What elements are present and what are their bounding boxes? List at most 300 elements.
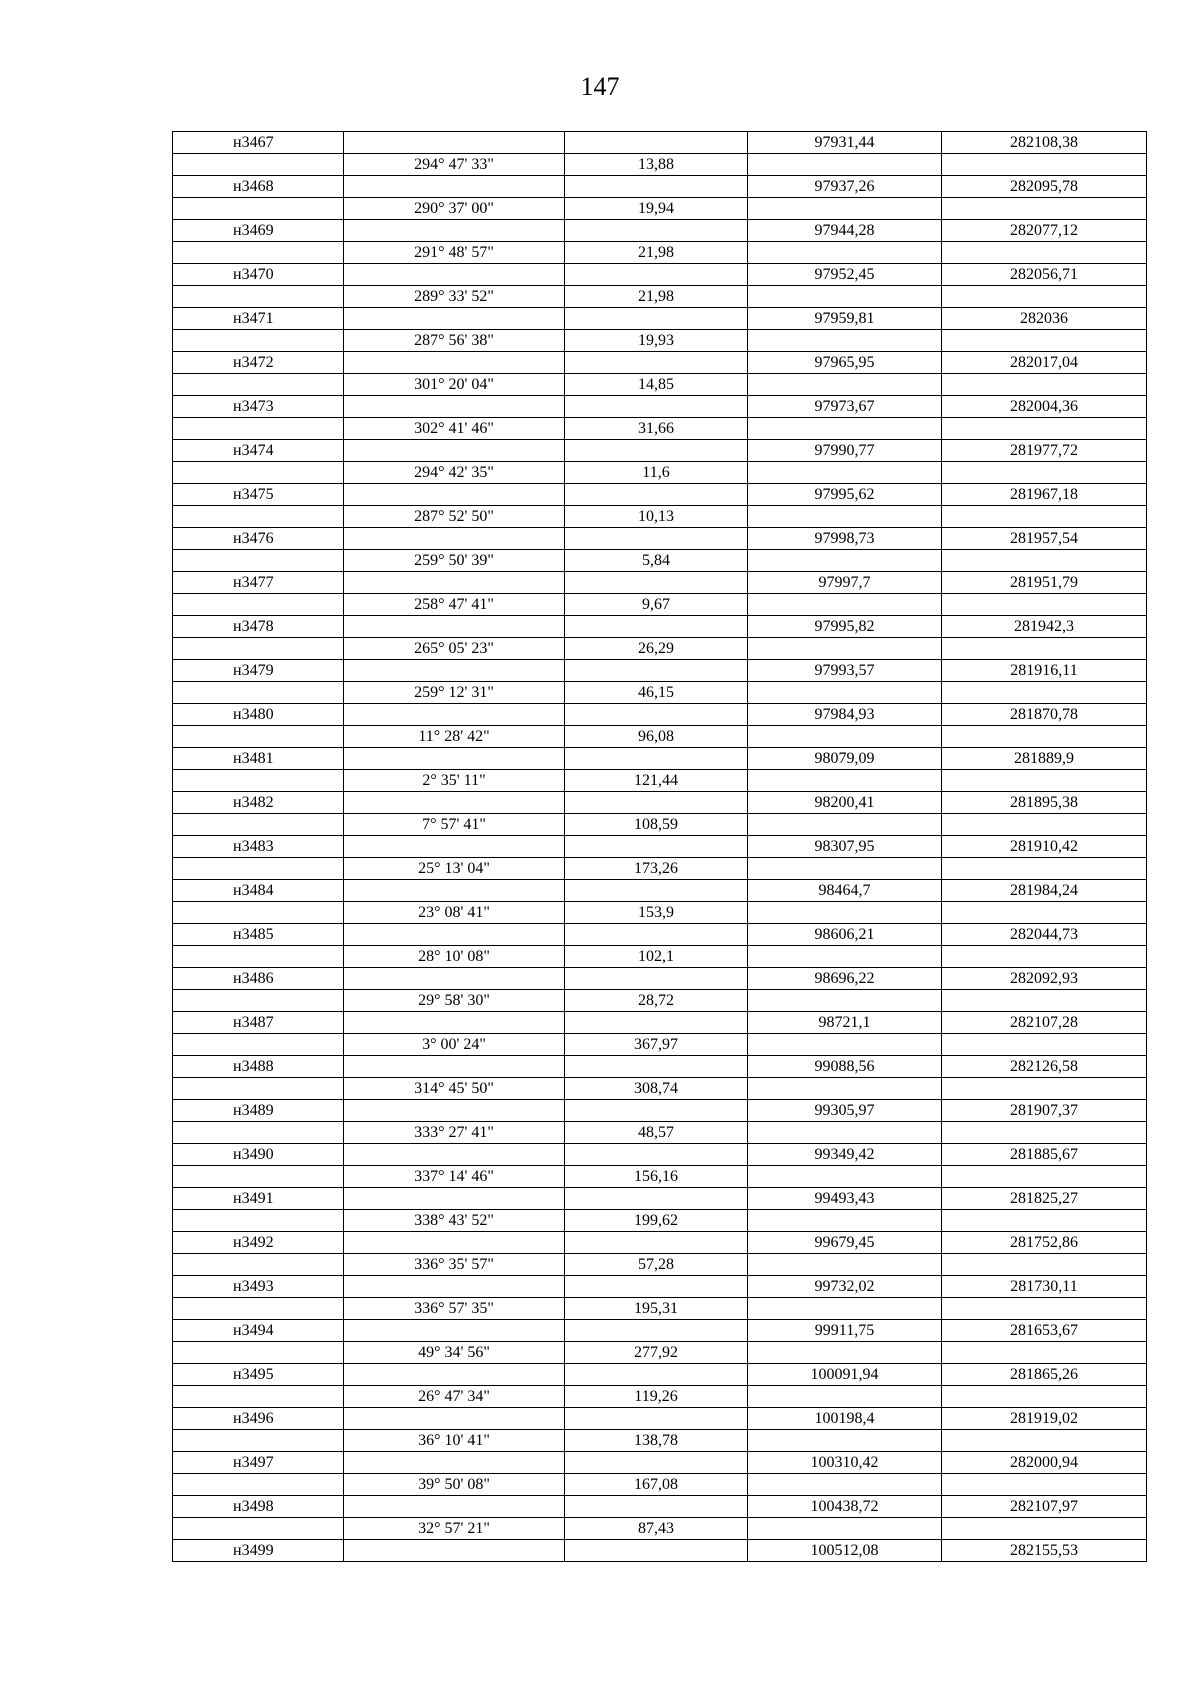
point-name-cell <box>173 374 344 396</box>
segment-row <box>173 286 1147 308</box>
x-coordinate-cell <box>748 902 942 924</box>
segment-row <box>173 1034 1147 1056</box>
length-cell: 11,6 <box>565 462 748 484</box>
angle-cell: 314° 45' 50" <box>344 1078 565 1100</box>
page-number: 147 <box>580 72 620 101</box>
point-name-cell <box>173 682 344 704</box>
length-cell: 102,1 <box>565 946 748 968</box>
length-cell: 26,29 <box>565 638 748 660</box>
point-row <box>173 1320 1147 1342</box>
point-name-cell <box>173 1342 344 1364</box>
length-cell: 21,98 <box>565 242 748 264</box>
angle-cell: 3° 00' 24" <box>344 1034 565 1056</box>
x-coordinate-cell: 98307,95 <box>748 836 942 858</box>
y-coordinate-cell <box>942 946 1147 968</box>
segment-row <box>173 858 1147 880</box>
x-coordinate-cell <box>748 858 942 880</box>
segment-row <box>173 198 1147 220</box>
x-coordinate-cell: 97965,95 <box>748 352 942 374</box>
segment-row <box>173 550 1147 572</box>
y-coordinate-cell: 281951,79 <box>942 572 1147 594</box>
segment-row <box>173 1386 1147 1408</box>
x-coordinate-cell: 99732,02 <box>748 1276 942 1298</box>
y-coordinate-cell <box>942 682 1147 704</box>
y-coordinate-cell: 281967,18 <box>942 484 1147 506</box>
point-name-cell <box>173 506 344 528</box>
length-cell: 308,74 <box>565 1078 748 1100</box>
point-row <box>173 704 1147 726</box>
x-coordinate-cell: 99911,75 <box>748 1320 942 1342</box>
point-name-cell: н3477 <box>173 572 344 594</box>
y-coordinate-cell: 281730,11 <box>942 1276 1147 1298</box>
y-coordinate-cell: 281889,9 <box>942 748 1147 770</box>
y-coordinate-cell: 281916,11 <box>942 660 1147 682</box>
y-coordinate-cell <box>942 1210 1147 1232</box>
length-cell <box>565 924 748 946</box>
y-coordinate-cell <box>942 374 1147 396</box>
segment-row <box>173 902 1147 924</box>
angle-cell <box>344 748 565 770</box>
y-coordinate-cell <box>942 1386 1147 1408</box>
angle-cell <box>344 352 565 374</box>
x-coordinate-cell: 97990,77 <box>748 440 942 462</box>
y-coordinate-cell: 282126,58 <box>942 1056 1147 1078</box>
angle-cell: 338° 43' 52" <box>344 1210 565 1232</box>
angle-cell: 290° 37' 00" <box>344 198 565 220</box>
point-name-cell <box>173 902 344 924</box>
y-coordinate-cell: 281895,38 <box>942 792 1147 814</box>
y-coordinate-cell <box>942 242 1147 264</box>
y-coordinate-cell <box>942 1430 1147 1452</box>
x-coordinate-cell <box>748 1518 942 1540</box>
x-coordinate-cell: 97944,28 <box>748 220 942 242</box>
angle-cell <box>344 132 565 154</box>
angle-cell <box>344 704 565 726</box>
point-name-cell: н3499 <box>173 1540 344 1562</box>
x-coordinate-cell: 99088,56 <box>748 1056 942 1078</box>
point-name-cell <box>173 550 344 572</box>
point-row <box>173 528 1147 550</box>
point-name-cell: н3474 <box>173 440 344 462</box>
x-coordinate-cell <box>748 506 942 528</box>
y-coordinate-cell <box>942 1122 1147 1144</box>
angle-cell: 26° 47' 34" <box>344 1386 565 1408</box>
length-cell <box>565 1012 748 1034</box>
point-name-cell: н3470 <box>173 264 344 286</box>
length-cell: 21,98 <box>565 286 748 308</box>
x-coordinate-cell <box>748 682 942 704</box>
point-name-cell: н3498 <box>173 1496 344 1518</box>
segment-row <box>173 1254 1147 1276</box>
y-coordinate-cell: 281752,86 <box>942 1232 1147 1254</box>
angle-cell <box>344 1452 565 1474</box>
point-row <box>173 220 1147 242</box>
point-name-cell <box>173 858 344 880</box>
point-name-cell: н3487 <box>173 1012 344 1034</box>
y-coordinate-cell: 282017,04 <box>942 352 1147 374</box>
x-coordinate-cell <box>748 1298 942 1320</box>
y-coordinate-cell <box>942 418 1147 440</box>
x-coordinate-cell: 99305,97 <box>748 1100 942 1122</box>
point-name-cell: н3468 <box>173 176 344 198</box>
x-coordinate-cell <box>748 330 942 352</box>
angle-cell: 301° 20' 04" <box>344 374 565 396</box>
angle-cell: 25° 13' 04" <box>344 858 565 880</box>
y-coordinate-cell <box>942 990 1147 1012</box>
x-coordinate-cell: 98606,21 <box>748 924 942 946</box>
angle-cell <box>344 1144 565 1166</box>
x-coordinate-cell: 100091,94 <box>748 1364 942 1386</box>
segment-row <box>173 726 1147 748</box>
point-name-cell <box>173 726 344 748</box>
length-cell <box>565 176 748 198</box>
point-row <box>173 572 1147 594</box>
length-cell: 14,85 <box>565 374 748 396</box>
x-coordinate-cell <box>748 770 942 792</box>
y-coordinate-cell: 281977,72 <box>942 440 1147 462</box>
length-cell <box>565 968 748 990</box>
point-name-cell: н3497 <box>173 1452 344 1474</box>
point-row <box>173 1144 1147 1166</box>
point-name-cell: н3478 <box>173 616 344 638</box>
angle-cell <box>344 440 565 462</box>
x-coordinate-cell <box>748 1034 942 1056</box>
point-row <box>173 1012 1147 1034</box>
x-coordinate-cell: 99349,42 <box>748 1144 942 1166</box>
length-cell <box>565 396 748 418</box>
length-cell <box>565 1496 748 1518</box>
y-coordinate-cell: 282155,53 <box>942 1540 1147 1562</box>
y-coordinate-cell <box>942 1298 1147 1320</box>
point-name-cell: н3486 <box>173 968 344 990</box>
x-coordinate-cell: 100198,4 <box>748 1408 942 1430</box>
point-name-cell: н3491 <box>173 1188 344 1210</box>
length-cell <box>565 1100 748 1122</box>
angle-cell: 265° 05' 23" <box>344 638 565 660</box>
point-name-cell <box>173 418 344 440</box>
length-cell: 48,57 <box>565 1122 748 1144</box>
y-coordinate-cell: 282095,78 <box>942 176 1147 198</box>
y-coordinate-cell <box>942 726 1147 748</box>
point-name-cell: н3473 <box>173 396 344 418</box>
y-coordinate-cell: 281942,3 <box>942 616 1147 638</box>
length-cell <box>565 1540 748 1562</box>
point-name-cell <box>173 1518 344 1540</box>
x-coordinate-cell: 100438,72 <box>748 1496 942 1518</box>
point-name-cell: н3492 <box>173 1232 344 1254</box>
point-name-cell: н3484 <box>173 880 344 902</box>
point-name-cell: н3496 <box>173 1408 344 1430</box>
x-coordinate-cell <box>748 198 942 220</box>
angle-cell: 289° 33' 52" <box>344 286 565 308</box>
segment-row <box>173 1342 1147 1364</box>
point-row <box>173 308 1147 330</box>
segment-row <box>173 1210 1147 1232</box>
x-coordinate-cell: 97995,62 <box>748 484 942 506</box>
y-coordinate-cell: 282107,28 <box>942 1012 1147 1034</box>
y-coordinate-cell: 281907,37 <box>942 1100 1147 1122</box>
segment-row <box>173 682 1147 704</box>
x-coordinate-cell: 97937,26 <box>748 176 942 198</box>
y-coordinate-cell: 281825,27 <box>942 1188 1147 1210</box>
point-row <box>173 1100 1147 1122</box>
point-name-cell <box>173 594 344 616</box>
point-name-cell: н3488 <box>173 1056 344 1078</box>
x-coordinate-cell <box>748 726 942 748</box>
coordinates-table-body <box>173 132 1147 1562</box>
x-coordinate-cell: 97959,81 <box>748 308 942 330</box>
x-coordinate-cell: 97997,7 <box>748 572 942 594</box>
x-coordinate-cell: 97995,82 <box>748 616 942 638</box>
angle-cell: 29° 58' 30" <box>344 990 565 1012</box>
point-name-cell: н3475 <box>173 484 344 506</box>
point-name-cell <box>173 1386 344 1408</box>
x-coordinate-cell <box>748 154 942 176</box>
length-cell <box>565 1452 748 1474</box>
y-coordinate-cell <box>942 1518 1147 1540</box>
x-coordinate-cell <box>748 1122 942 1144</box>
length-cell: 367,97 <box>565 1034 748 1056</box>
point-row <box>173 176 1147 198</box>
point-name-cell: н3480 <box>173 704 344 726</box>
point-name-cell: н3494 <box>173 1320 344 1342</box>
x-coordinate-cell: 97993,57 <box>748 660 942 682</box>
length-cell: 19,93 <box>565 330 748 352</box>
point-name-cell <box>173 198 344 220</box>
x-coordinate-cell <box>748 1474 942 1496</box>
y-coordinate-cell: 281957,54 <box>942 528 1147 550</box>
segment-row <box>173 1166 1147 1188</box>
length-cell: 19,94 <box>565 198 748 220</box>
length-cell <box>565 220 748 242</box>
point-name-cell <box>173 770 344 792</box>
point-row <box>173 792 1147 814</box>
point-name-cell: н3490 <box>173 1144 344 1166</box>
x-coordinate-cell: 98079,09 <box>748 748 942 770</box>
length-cell: 153,9 <box>565 902 748 924</box>
angle-cell <box>344 1320 565 1342</box>
y-coordinate-cell <box>942 902 1147 924</box>
angle-cell <box>344 924 565 946</box>
length-cell: 167,08 <box>565 1474 748 1496</box>
point-name-cell: н3485 <box>173 924 344 946</box>
point-name-cell <box>173 154 344 176</box>
x-coordinate-cell: 98464,7 <box>748 880 942 902</box>
x-coordinate-cell <box>748 594 942 616</box>
point-name-cell <box>173 1254 344 1276</box>
x-coordinate-cell <box>748 638 942 660</box>
x-coordinate-cell <box>748 374 942 396</box>
point-name-cell <box>173 242 344 264</box>
segment-row <box>173 1298 1147 1320</box>
point-name-cell: н3472 <box>173 352 344 374</box>
x-coordinate-cell <box>748 814 942 836</box>
x-coordinate-cell <box>748 946 942 968</box>
coordinates-table <box>172 131 1147 1562</box>
length-cell <box>565 440 748 462</box>
segment-row <box>173 1518 1147 1540</box>
angle-cell: 11° 28' 42" <box>344 726 565 748</box>
angle-cell <box>344 1540 565 1562</box>
x-coordinate-cell: 97952,45 <box>748 264 942 286</box>
point-row <box>173 132 1147 154</box>
length-cell: 46,15 <box>565 682 748 704</box>
segment-row <box>173 990 1147 1012</box>
point-row <box>173 484 1147 506</box>
angle-cell: 23° 08' 41" <box>344 902 565 924</box>
point-row <box>173 968 1147 990</box>
y-coordinate-cell: 282000,94 <box>942 1452 1147 1474</box>
segment-row <box>173 462 1147 484</box>
angle-cell <box>344 1364 565 1386</box>
length-cell <box>565 704 748 726</box>
point-name-cell: н3469 <box>173 220 344 242</box>
point-row <box>173 880 1147 902</box>
y-coordinate-cell <box>942 286 1147 308</box>
length-cell: 10,13 <box>565 506 748 528</box>
y-coordinate-cell: 281910,42 <box>942 836 1147 858</box>
length-cell: 156,16 <box>565 1166 748 1188</box>
length-cell <box>565 616 748 638</box>
y-coordinate-cell: 282092,93 <box>942 968 1147 990</box>
segment-row <box>173 418 1147 440</box>
length-cell <box>565 660 748 682</box>
length-cell: 31,66 <box>565 418 748 440</box>
angle-cell: 337° 14' 46" <box>344 1166 565 1188</box>
x-coordinate-cell: 98721,1 <box>748 1012 942 1034</box>
angle-cell <box>344 484 565 506</box>
segment-row <box>173 506 1147 528</box>
angle-cell <box>344 1012 565 1034</box>
y-coordinate-cell <box>942 770 1147 792</box>
segment-row <box>173 242 1147 264</box>
point-name-cell <box>173 1122 344 1144</box>
x-coordinate-cell: 97984,93 <box>748 704 942 726</box>
y-coordinate-cell: 282004,36 <box>942 396 1147 418</box>
angle-cell: 291° 48' 57" <box>344 242 565 264</box>
angle-cell <box>344 1188 565 1210</box>
length-cell: 108,59 <box>565 814 748 836</box>
x-coordinate-cell <box>748 550 942 572</box>
length-cell: 277,92 <box>565 1342 748 1364</box>
angle-cell: 336° 57' 35" <box>344 1298 565 1320</box>
y-coordinate-cell <box>942 550 1147 572</box>
angle-cell <box>344 968 565 990</box>
angle-cell: 39° 50' 08" <box>344 1474 565 1496</box>
segment-row <box>173 374 1147 396</box>
x-coordinate-cell <box>748 1166 942 1188</box>
angle-cell <box>344 176 565 198</box>
x-coordinate-cell <box>748 1210 942 1232</box>
length-cell: 199,62 <box>565 1210 748 1232</box>
x-coordinate-cell: 98200,41 <box>748 792 942 814</box>
length-cell <box>565 1188 748 1210</box>
segment-row <box>173 594 1147 616</box>
angle-cell: 333° 27' 41" <box>344 1122 565 1144</box>
length-cell <box>565 1232 748 1254</box>
y-coordinate-cell <box>942 506 1147 528</box>
x-coordinate-cell: 98696,22 <box>748 968 942 990</box>
angle-cell <box>344 396 565 418</box>
length-cell <box>565 1144 748 1166</box>
point-name-cell <box>173 1034 344 1056</box>
length-cell <box>565 132 748 154</box>
length-cell: 195,31 <box>565 1298 748 1320</box>
y-coordinate-cell: 281919,02 <box>942 1408 1147 1430</box>
y-coordinate-cell: 282036 <box>942 308 1147 330</box>
length-cell <box>565 880 748 902</box>
point-name-cell <box>173 1474 344 1496</box>
angle-cell: 259° 12' 31" <box>344 682 565 704</box>
point-row <box>173 1232 1147 1254</box>
point-name-cell <box>173 1210 344 1232</box>
point-row <box>173 1408 1147 1430</box>
x-coordinate-cell <box>748 1078 942 1100</box>
point-row <box>173 1188 1147 1210</box>
point-row <box>173 924 1147 946</box>
y-coordinate-cell <box>942 462 1147 484</box>
point-row <box>173 1276 1147 1298</box>
length-cell <box>565 836 748 858</box>
length-cell <box>565 748 748 770</box>
y-coordinate-cell <box>942 198 1147 220</box>
y-coordinate-cell: 281653,67 <box>942 1320 1147 1342</box>
angle-cell <box>344 616 565 638</box>
segment-row <box>173 1078 1147 1100</box>
segment-row <box>173 814 1147 836</box>
point-name-cell <box>173 330 344 352</box>
segment-row <box>173 946 1147 968</box>
length-cell: 173,26 <box>565 858 748 880</box>
y-coordinate-cell <box>942 638 1147 660</box>
angle-cell <box>344 1408 565 1430</box>
length-cell: 57,28 <box>565 1254 748 1276</box>
y-coordinate-cell: 282108,38 <box>942 132 1147 154</box>
length-cell <box>565 264 748 286</box>
point-row <box>173 748 1147 770</box>
x-coordinate-cell: 97931,44 <box>748 132 942 154</box>
angle-cell <box>344 1056 565 1078</box>
point-name-cell: н3471 <box>173 308 344 330</box>
x-coordinate-cell <box>748 1342 942 1364</box>
y-coordinate-cell: 282056,71 <box>942 264 1147 286</box>
angle-cell: 294° 47' 33" <box>344 154 565 176</box>
y-coordinate-cell <box>942 154 1147 176</box>
point-name-cell <box>173 1078 344 1100</box>
length-cell <box>565 1056 748 1078</box>
y-coordinate-cell: 282107,97 <box>942 1496 1147 1518</box>
point-name-cell: н3482 <box>173 792 344 814</box>
length-cell <box>565 1408 748 1430</box>
point-name-cell: н3483 <box>173 836 344 858</box>
x-coordinate-cell <box>748 462 942 484</box>
segment-row <box>173 154 1147 176</box>
point-row <box>173 836 1147 858</box>
x-coordinate-cell <box>748 990 942 1012</box>
angle-cell: 336° 35' 57" <box>344 1254 565 1276</box>
point-row <box>173 660 1147 682</box>
y-coordinate-cell <box>942 814 1147 836</box>
angle-cell <box>344 880 565 902</box>
angle-cell <box>344 660 565 682</box>
x-coordinate-cell <box>748 1430 942 1452</box>
point-name-cell: н3479 <box>173 660 344 682</box>
angle-cell <box>344 220 565 242</box>
angle-cell: 32° 57' 21" <box>344 1518 565 1540</box>
length-cell <box>565 484 748 506</box>
y-coordinate-cell <box>942 594 1147 616</box>
y-coordinate-cell <box>942 1034 1147 1056</box>
